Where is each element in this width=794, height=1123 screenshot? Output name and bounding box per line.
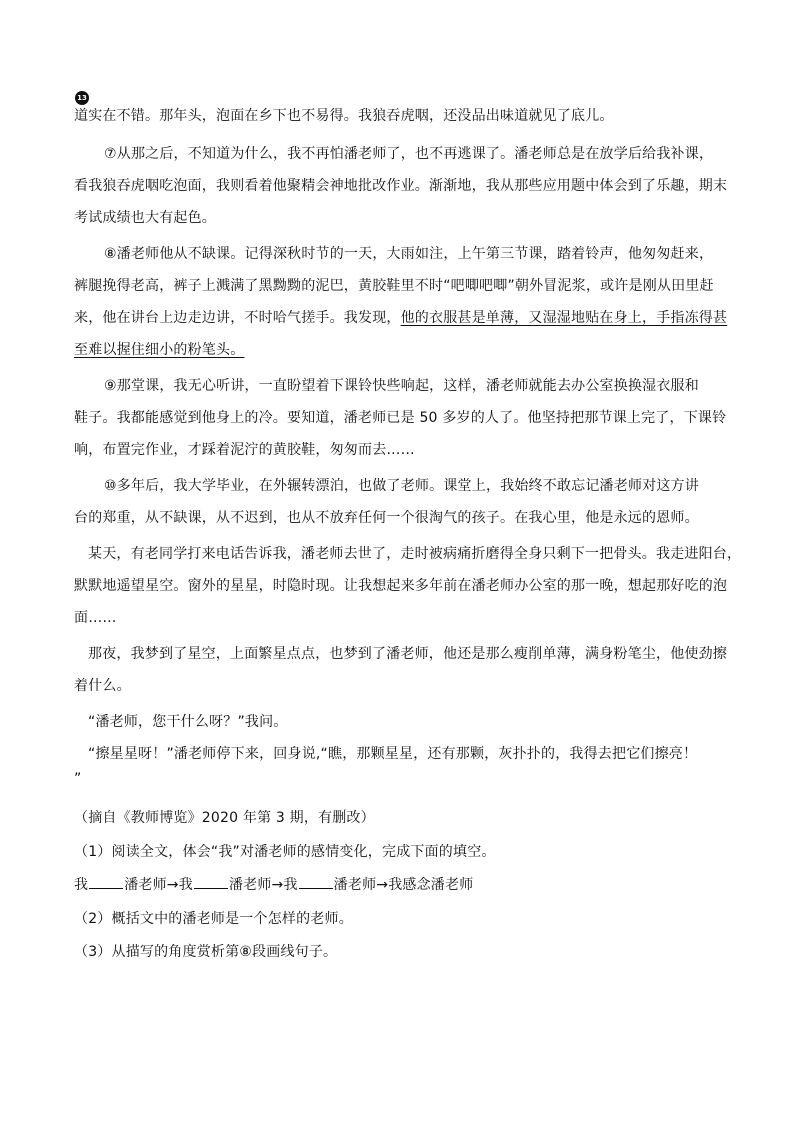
- paragraph-line: 默默地遥望星空。窗外的星星，时隐时现。让我想起来多年前在潘老师办公室的那一晚，想起那好吃的泡: [74, 578, 728, 594]
- paragraph-9-line: 响，布置完作业，才踩着泥泞的黄胶鞋，匆匆而去……: [74, 442, 415, 458]
- paragraph-8-line: [74, 309, 727, 327]
- paragraph-7-line: 考试成绩也大有起色。: [74, 210, 216, 226]
- paragraph-7-line: 看我狼吞虎咽吃泡面，我则看着他聚精会神地批改作业。渐渐地，我从那些应用题中体会到了乐趣，期末: [74, 178, 728, 194]
- plain-text: 来，他在讲台上边走边讲，不时哈气搓手。我发现，: [74, 310, 401, 326]
- question-3: （3）从描写的角度赏析第⑧段画线句子。: [74, 944, 338, 960]
- underlined-sentence: 至难以握住细小的粉笔头。: [74, 342, 245, 358]
- fill-text: 潘老师→我: [228, 877, 298, 893]
- paragraph-8-line: ⑧潘老师他从不缺课。记得深秋时节的一天，大雨如注，上午第三节课，踏着铃声，他匆匆赶来，: [104, 246, 714, 262]
- paragraph-line: 那夜，我梦到了星空，上面繁星点点，也梦到了潘老师，他还是那么瘦削单薄，满身粉笔尘，他使劲擦: [88, 646, 727, 662]
- paragraph-line: 某天，有老同学打来电话告诉我，潘老师去世了，走时被病痛折磨得全身只剩下一把骨头。我走进阳台，: [88, 546, 742, 562]
- fill-text: 潘老师→我感念潘老师: [333, 877, 474, 893]
- paragraph-line: 面……: [74, 610, 117, 626]
- fill-text: 潘老师→我: [124, 877, 193, 893]
- fill-text: 我: [74, 877, 89, 893]
- paragraph-line: 道实在不错。那年头，泡面在乡下也不易得。我狼吞虎咽，还没品出味道就见了底儿。: [74, 108, 614, 124]
- paragraph-10-line: ⑩多年后，我大学毕业，在外辗转漂泊，也做了老师。课堂上，我始终不敢忘记潘老师对这方讲: [104, 478, 699, 494]
- paragraph-line: 着什么。: [74, 678, 131, 694]
- underlined-sentence: 他的衣服甚是单薄，又湿湿地贴在身上，手指冻得甚: [400, 310, 728, 326]
- dialogue-line: “潘老师，您干什么呀？”我问。: [88, 714, 288, 730]
- answer-blank[interactable]: [299, 876, 333, 889]
- paragraph-8-line: 裤腿挽得老高，裤子上溅满了黑黝黝的泥巴，黄胶鞋里不时“吧唧吧唧”朝外冒泥浆，或许是刚从田里赶: [74, 278, 714, 294]
- source-citation: （摘自《教师博览》2020 年第 3 期，有删改）: [74, 810, 375, 826]
- question-2: （2）概括文中的潘老师是一个怎样的老师。: [74, 911, 353, 927]
- paragraph-7-line: ⑦从那之后，不知道为什么，我不再怕潘老师了，也不再逃课了。潘老师总是在放学后给我补课，: [104, 146, 714, 162]
- dialogue-line: “擦星星呀！”潘老师停下来，回身说,“瞧，那颗星星，还有那颗，灰扑扑的，我得去把它们擦亮！: [88, 746, 698, 762]
- answer-blank[interactable]: [194, 876, 228, 889]
- dialogue-line: ”: [74, 771, 82, 787]
- question-number-badge: 13: [75, 91, 89, 105]
- question-1: （1）阅读全文，体会“我”对潘老师的感情变化，完成下面的填空。: [74, 844, 496, 860]
- paragraph-9-line: ⑨那堂课，我无心听讲，一直盼望着下课铃快些响起，这样，潘老师就能去办公室换换湿衣服和: [104, 378, 699, 394]
- paragraph-9-line: 鞋子。我都能感觉到他身上的冷。要知道，潘老师已是 50 多岁的人了。他坚持把那节课上完了，下课铃: [74, 410, 727, 426]
- paragraph-10-line: 台的郑重，从不缺课，从不迟到，也从不放弃任何一个很淘气的孩子。在我心里，他是永远的恩师。: [74, 510, 699, 526]
- answer-blank[interactable]: [89, 876, 123, 889]
- fill-in-blank-line: [74, 876, 473, 894]
